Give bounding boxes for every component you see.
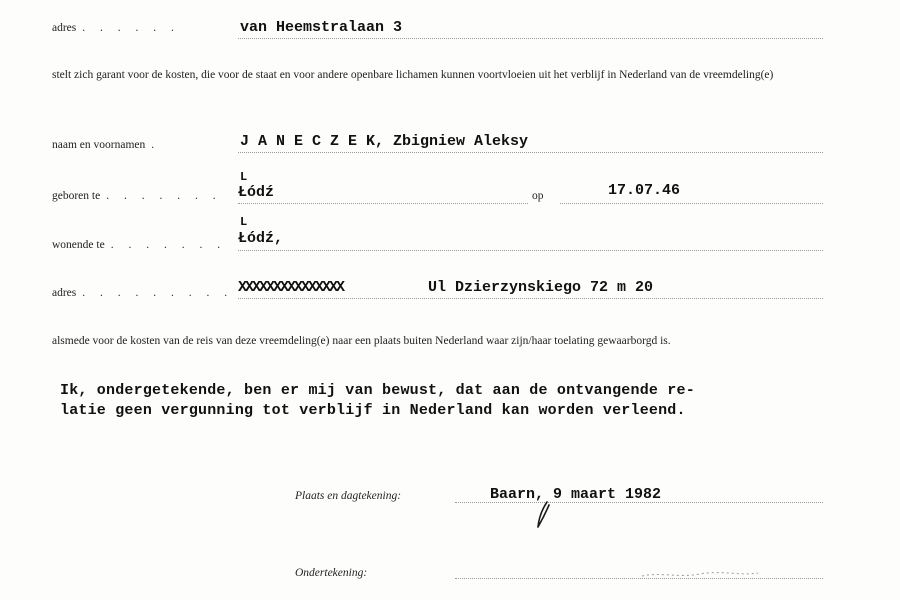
adres2-value: Ul Dzierzynskiego 72 m 20 — [428, 279, 654, 296]
plaats-value: Baarn, 9 maart 1982 — [490, 486, 662, 503]
faint-signature-trace — [640, 568, 760, 582]
adres2-struck-text: XXXXXXXXXXXXXXX — [238, 279, 344, 296]
geboren-value: Łódź — [238, 184, 275, 201]
leader-dots: . . . . . . — [82, 22, 180, 34]
leader-dots: . — [151, 139, 161, 151]
leader-dots: . . . . . . . . . — [82, 287, 234, 299]
wonende-correction: L — [240, 215, 248, 229]
guarantee-paragraph: stelt zich garant voor de kosten, die voor de staat en voor andere openbare lichamen kunnen voortvloeien uit het verblijf in Nederland van de vreemdeling(e) — [52, 69, 774, 81]
naam-value: J A N E C Z E K, Zbigniew Aleksy — [240, 133, 529, 150]
ondertekening-label: Ondertekening: — [295, 567, 368, 579]
wonende-value: Łódź, — [238, 230, 284, 247]
ondertekening-line — [455, 578, 823, 579]
date-value: 17.07.46 — [608, 182, 681, 199]
plaats-label: Plaats en dagtekening: — [295, 490, 402, 502]
naam-label — [52, 139, 160, 151]
adres-value: van Heemstralaan 3 — [240, 19, 403, 36]
adres2-label — [52, 287, 233, 299]
leader-dots: . . . . . . . — [110, 239, 227, 251]
naam-line — [238, 152, 823, 153]
geboren-line — [238, 203, 528, 204]
adres-label-text: adres — [52, 22, 77, 34]
pen-stroke-mark — [534, 500, 554, 530]
wonende-line — [238, 250, 823, 251]
travel-paragraph: alsmede voor de kosten van de reis van deze vreemdeling(e) naar een plaats buiten Nederland waar zijn/haar toelating gewaarborgd is. — [52, 335, 671, 347]
op-line — [560, 203, 823, 204]
geboren-correction: L — [240, 170, 248, 184]
statement-line-2: latie geen vergunning tot verblijf in Nederland kan worden verleend. — [60, 402, 686, 419]
adres-line — [238, 38, 823, 39]
adres2-label-text: adres — [52, 287, 77, 299]
geboren-label — [52, 190, 222, 202]
naam-label-text: naam en voornamen — [52, 139, 146, 151]
geboren-label-text: geboren te — [52, 190, 101, 202]
wonende-label-text: wonende te — [52, 239, 105, 251]
wonende-label — [52, 239, 226, 251]
adres2-line — [238, 298, 823, 299]
op-label: op — [532, 190, 544, 202]
adres-label — [52, 22, 180, 34]
statement-line-1: Ik, ondergetekende, ben er mij van bewust, dat aan de ontvangende re- — [60, 382, 695, 399]
leader-dots: . . . . . . . — [106, 190, 222, 202]
